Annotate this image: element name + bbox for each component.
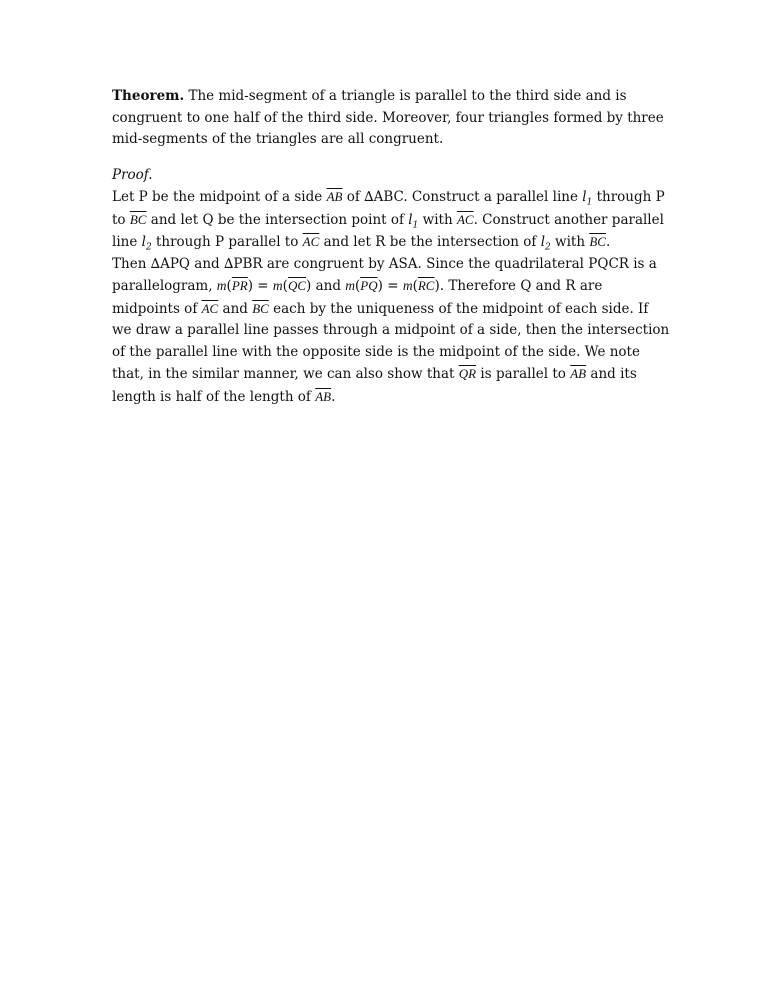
theorem-label: Theorem.	[112, 88, 185, 104]
proof-text: .	[331, 388, 336, 405]
proof-text: Let P be the midpoint of a side	[112, 189, 327, 205]
line-symbol: l	[582, 189, 587, 205]
proof-text: and its length is half of the length of	[112, 366, 637, 405]
segment-RC: $\overline{RC}$	[417, 278, 435, 293]
line-subscript: 2	[545, 242, 551, 253]
measure-symbol: m	[345, 278, 355, 293]
proof-text: and	[218, 300, 253, 317]
document-page	[112, 86, 672, 408]
proof-paragraph-2: Then ∆APQ and ∆PBR are congruent by ASA. Since the quadrilateral PQCR is a parallelogram, $m(\overline{PR}) = m(\overline{QC})$ and $m(\overline{PQ}) = m(\overline{RC})$. Therefore Q and R are midpoints of $\overline{AC}$ and $\overline{BC}$ each by the uniqueness of the midpoint of each side. If we draw a parallel line passes through a midpoint of a side, then the intersection of the parallel line with the opposite side is the midpoint of the side. We note that, in the similar manner, we can also show that $\overline{QR}$ is parallel to $\overline{AB}$ and its length is half of the length of $\overline{AB}$.	[112, 255, 670, 405]
segment-BC: $\overline{BC}$	[252, 300, 269, 316]
proof-text: each by the uniqueness of the midpoint of each side. If we draw a parallel line passes through a midpoint of a side, then the intersection of the parallel line with the opposite side is the midpoint of the side. We note that, in the similar manner, we can also show that	[112, 300, 670, 382]
line-subscript: 1	[586, 197, 593, 208]
theorem-text: The mid-segment of a triangle is parallel to the third side and is congruent to one half of the third side. Moreover, four triangles formed by three mid-segments of the triangles are all congruent.	[112, 88, 664, 147]
segment-AC: $\overline{AC}$	[456, 211, 474, 227]
proof-label	[112, 165, 672, 187]
segment-BC: $\overline{BC}$	[589, 234, 606, 249]
proof-text: through P parallel to	[151, 234, 303, 250]
proof-label-text: Proof.	[112, 166, 153, 183]
line-l1	[408, 211, 419, 231]
line-symbol: l	[540, 234, 546, 250]
segment-PR: $\overline{PR}$	[231, 278, 248, 293]
line-symbol: l	[141, 234, 146, 250]
segment-AB: $\overline{AB}$	[326, 189, 343, 204]
measure-symbol: m	[216, 278, 227, 293]
proof-text: .	[605, 234, 611, 250]
equals-sign: =	[382, 278, 403, 294]
proof-text: . Therefore Q and R are midpoints of	[112, 278, 603, 317]
line-l1	[582, 189, 593, 208]
measure-symbol: m	[272, 278, 283, 293]
line-subscript: 1	[412, 220, 419, 231]
segment-PQ: $\overline{PQ}$	[360, 278, 378, 293]
equals-sign: =	[253, 278, 273, 294]
segment-QR: $\overline{QR}$	[458, 366, 477, 381]
segment-AC: $\overline{AC}$	[302, 234, 320, 249]
proof-text: with	[550, 234, 590, 250]
proof-text: through P to	[112, 189, 665, 228]
proof-text: is parallel to	[476, 366, 571, 382]
proof-text: Then ∆APQ and ∆PBR are congruent by ASA. Since the quadrilateral PQCR is a parallelogram,	[112, 255, 657, 294]
line-symbol: l	[408, 211, 413, 228]
theorem-statement	[112, 86, 672, 151]
proof-text: and let R be the intersection of	[319, 234, 541, 250]
proof-text: of ∆ABC. Construct a parallel line	[342, 189, 583, 205]
segment-AC: $\overline{AC}$	[201, 300, 219, 316]
segment-QC: $\overline{QC}$	[287, 278, 306, 293]
line-l2	[141, 234, 152, 253]
line-subscript: 2	[145, 242, 152, 253]
segment-AB: $\overline{AB}$	[570, 366, 587, 381]
proof-text: and let Q be the intersection point of	[146, 211, 409, 228]
segment-AB: $\overline{AB}$	[315, 388, 332, 404]
proof-text: with	[418, 211, 457, 228]
proof-paragraph-1	[112, 186, 672, 254]
proof-text: and	[311, 278, 346, 294]
measure-symbol: m	[402, 278, 413, 293]
segment-BC: $\overline{BC}$	[129, 211, 147, 227]
line-l2	[540, 234, 551, 253]
proof-text: . Construct another parallel line	[112, 211, 664, 250]
